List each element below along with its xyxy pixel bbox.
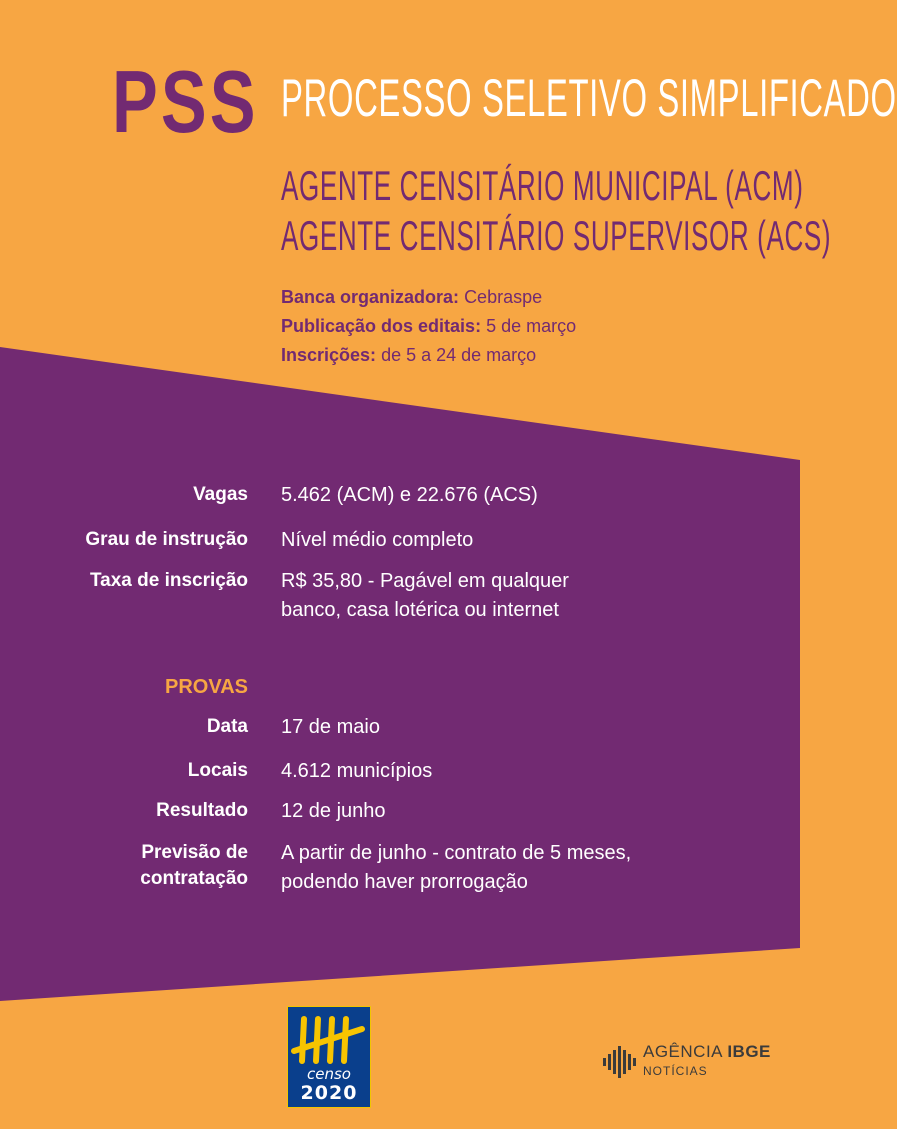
row-value: 17 de maio — [281, 716, 380, 738]
censo-year: 2020 — [300, 1082, 358, 1104]
row-label: Taxa de inscrição — [89, 570, 248, 591]
row-label: Locais — [187, 760, 248, 781]
row-label: Resultado — [156, 800, 248, 821]
tally-marks-icon — [288, 1011, 370, 1069]
provas-heading: PROVAS — [165, 676, 248, 698]
row-label: Previsão de contratação — [140, 842, 248, 889]
censo-word: censo — [307, 1065, 351, 1083]
row-label: Data — [206, 716, 248, 737]
row-value: 5.462 (ACM) e 22.676 (ACS) — [281, 484, 538, 506]
info-inscricoes-value: de 5 a 24 de março — [381, 345, 537, 365]
ibge-bars-icon — [603, 1044, 639, 1080]
info-publicacao-value: 5 de março — [486, 316, 577, 336]
row-value: 12 de junho — [281, 800, 386, 822]
censo-2020-logo — [287, 1006, 371, 1108]
info-banca-value: Cebraspe — [464, 287, 543, 307]
row-value: Nível médio completo — [281, 529, 474, 551]
row-label: Grau de instrução — [85, 529, 248, 550]
info-inscricoes-label: Inscrições: — [281, 345, 377, 365]
info-publicacao — [281, 316, 576, 337]
position-acs: AGENTE CENSITÁRIO SUPERVISOR (ACS) — [281, 212, 832, 259]
position-acm: AGENTE CENSITÁRIO MUNICIPAL (ACM) — [281, 162, 804, 209]
row-value: 4.612 municípios — [281, 760, 433, 782]
agencia-prefix: AGÊNCIA — [643, 1042, 723, 1061]
info-banca-label: Banca organizadora: — [281, 287, 460, 307]
info-banca — [281, 287, 542, 308]
agencia-sub: NOTÍCIAS — [643, 1064, 708, 1078]
pss-acronym: PSS — [112, 52, 259, 151]
agencia-brand: IBGE — [727, 1042, 771, 1061]
info-publicacao-label: Publicação dos editais: — [281, 316, 482, 336]
agencia-title — [643, 1042, 771, 1062]
page-title: PROCESSO SELETIVO SIMPLIFICADO — [281, 69, 897, 128]
info-inscricoes — [281, 345, 536, 366]
row-label: Vagas — [193, 484, 248, 505]
row-value: R$ 35,80 - Pagável em qualquer banco, casa lotérica ou internet — [281, 570, 569, 621]
row-value: A partir de junho - contrato de 5 meses, podendo haver prorrogação — [281, 842, 632, 893]
